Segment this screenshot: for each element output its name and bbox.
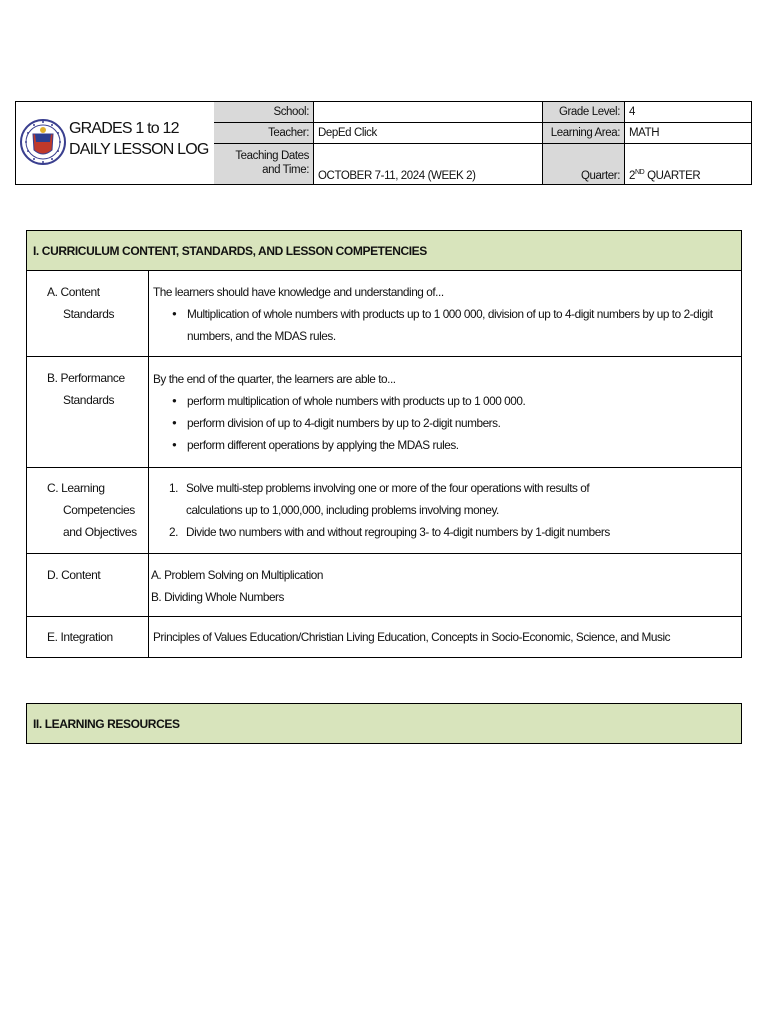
integration-label: E. Integration — [47, 630, 113, 644]
content-standards-list — [153, 303, 731, 347]
grade-level-value: 4 — [625, 102, 751, 123]
quarter-label: Quarter: — [543, 144, 625, 184]
content-body — [149, 564, 741, 608]
list-item: ● perform multiplication of whole numbers with products up to 1 000 000. — [153, 390, 731, 412]
quarter-number: 2 — [629, 170, 635, 182]
content-label-cell — [27, 554, 149, 616]
content-line-2: B. Dividing Whole Numbers — [151, 590, 284, 604]
list-item-number: 2. — [169, 525, 178, 539]
teaching-dates-label — [214, 144, 314, 184]
competencies-label-line1: C. Learning — [47, 481, 105, 495]
content-standards-body — [149, 281, 741, 347]
content-standards-label-cell — [27, 270, 149, 356]
teaching-dates-value: OCTOBER 7-11, 2024 (WEEK 2) — [314, 144, 543, 184]
performance-standards-label-line1: B. Performance — [47, 371, 125, 385]
competencies-label-line2: Competencies — [63, 503, 135, 517]
competencies-label-line3: and Objectives — [63, 525, 137, 539]
header-table — [15, 101, 752, 185]
teaching-dates-label-text: Teaching Dates and Time: — [235, 150, 309, 176]
curriculum-table — [26, 270, 742, 658]
deped-seal-icon — [19, 110, 67, 174]
performance-standards-intro: By the end of the quarter, the learners are able to... — [153, 372, 396, 386]
logo-cell — [16, 102, 215, 184]
performance-standards-body — [149, 368, 741, 456]
content-label: D. Content — [47, 568, 101, 582]
content-standards-label-line2: Standards — [63, 307, 115, 321]
competencies-label — [47, 477, 137, 543]
integration-label-cell — [27, 617, 149, 657]
competencies-body — [149, 477, 741, 543]
competencies-row — [27, 468, 741, 554]
list-item: ● Multiplication of whole numbers with products up to 1 000 000, division of up to 4-digit numbers by up to 2-digit numbers, and the MDAS rules. — [153, 303, 731, 347]
brand-line1: GRADES 1 to 12 — [69, 120, 179, 137]
content-standards-row — [27, 270, 741, 357]
content-line-1: A. Problem Solving on Multiplication — [151, 568, 323, 582]
performance-standards-row — [27, 357, 741, 468]
list-item-text: Divide two numbers with and without regrouping 3- to 4-digit numbers by 1-digit numbers — [186, 525, 610, 539]
school-value — [314, 102, 543, 123]
performance-standards-label — [47, 367, 125, 411]
brand-line2: DAILY LESSON LOG — [69, 141, 209, 158]
teacher-value: DepEd Click — [314, 123, 543, 144]
performance-standards-list — [153, 390, 731, 456]
competencies-list — [153, 477, 641, 543]
quarter-value — [625, 144, 751, 184]
content-standards-label — [47, 281, 114, 325]
school-label: School: — [214, 102, 314, 123]
performance-standards-label-line2: Standards — [63, 393, 115, 407]
grade-level-label: Grade Level: — [543, 102, 625, 123]
list-item: ● perform different operations by applying the MDAS rules. — [153, 434, 731, 456]
teacher-label: Teacher: — [214, 123, 314, 144]
list-item — [153, 521, 641, 543]
section-learning-resources-title: II. LEARNING RESOURCES — [26, 703, 742, 744]
list-item — [153, 477, 641, 521]
content-standards-label-line1: A. Content — [47, 285, 100, 299]
performance-standards-label-cell — [27, 357, 149, 467]
brand-title — [69, 118, 209, 160]
content-standards-intro: The learners should have knowledge and understanding of... — [153, 285, 444, 299]
competencies-label-cell — [27, 468, 149, 553]
learning-area-value: MATH — [625, 123, 751, 144]
quarter-suffix: ND — [635, 169, 645, 177]
learning-area-label: Learning Area: — [543, 123, 625, 144]
quarter-word: QUARTER — [647, 170, 701, 182]
content-row — [27, 554, 741, 617]
list-item: ● perform division of up to 4-digit numbers by up to 2-digit numbers. — [153, 412, 731, 434]
list-item-number: 1. — [169, 481, 178, 495]
integration-body: Principles of Values Education/Christian Living Education, Concepts in Socio-Economic, Science, and Music — [153, 630, 671, 644]
integration-row — [27, 617, 741, 658]
section-curriculum-title: I. CURRICULUM CONTENT, STANDARDS, AND LESSON COMPETENCIES — [26, 230, 742, 271]
list-item-text: Solve multi-step problems involving one or more of the four operations with results of calculations up to 1,000,000, including problems involving money. — [186, 481, 590, 517]
